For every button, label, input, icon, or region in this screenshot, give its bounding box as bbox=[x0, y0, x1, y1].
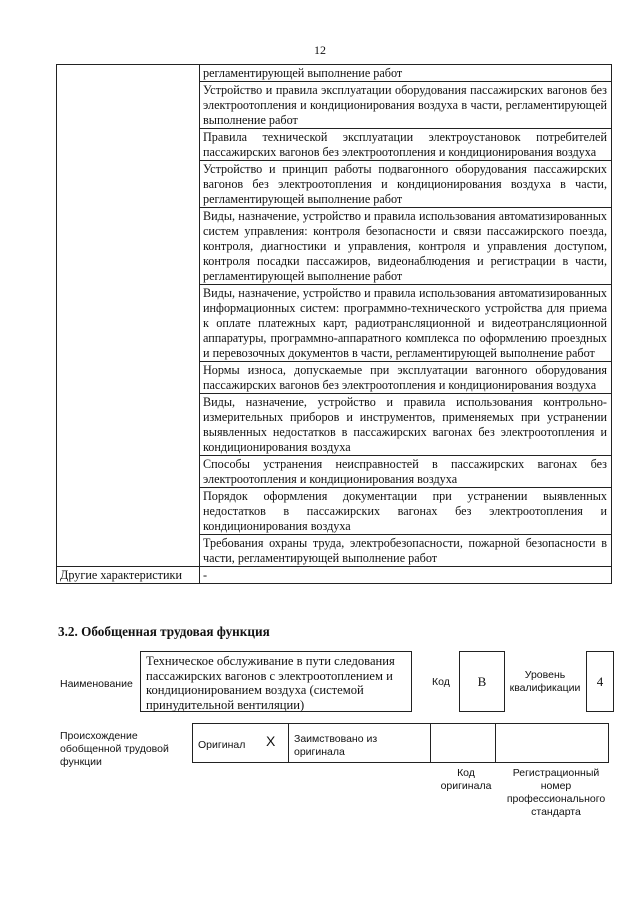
page-number: 12 bbox=[314, 43, 326, 57]
knowledge-item: Виды, назначение, устройство и правила использования автоматизированных систем управления: контроля безопасности и связи пассажирского поезда, контроля, диагностики и управления, контроля и управления доступом, контроля посадки пассажиров, видеонаблюдения и регистрации в части, регламентирующей выполнение работ bbox=[200, 208, 612, 285]
qualification-level-value: 4 bbox=[586, 651, 614, 712]
borrowed-label: Заимствовано из оригинала bbox=[288, 723, 431, 763]
code-value: B bbox=[459, 651, 505, 712]
original-code-cell bbox=[430, 723, 496, 763]
original-code-caption: Код оригинала bbox=[440, 767, 492, 792]
knowledge-item: Требования охраны труда, электробезопасности, пожарной безопасности в части, регламентирующей выполнение работ bbox=[200, 535, 612, 567]
knowledge-item: регламентирующей выполнение работ bbox=[200, 65, 612, 82]
knowledge-label-cell bbox=[57, 65, 200, 567]
knowledge-row bbox=[57, 65, 612, 82]
name-label: Наименование bbox=[60, 678, 133, 690]
knowledge-item: Способы устранения неисправностей в пассажирских вагонах без электроотопления и кондиционирования воздуха bbox=[200, 456, 612, 488]
knowledge-item: Нормы износа, допускаемые при эксплуатации вагонного оборудования пассажирских вагонов без электроотопления и кондиционирования воздуха bbox=[200, 362, 612, 394]
knowledge-item: Правила технической эксплуатации электроустановок потребителей пассажирских вагонов без электроотопления и кондиционирования воздуха bbox=[200, 129, 612, 161]
original-label: Оригинал bbox=[198, 739, 246, 751]
knowledge-item: Устройство и принцип работы подвагонного оборудования пассажирских вагонов без электроотопления и кондиционирования воздуха в части, регламентирующей выполнение работ bbox=[200, 161, 612, 208]
registration-number-caption: Регистрационный номер профессионального стандарта bbox=[506, 767, 606, 818]
original-cell bbox=[192, 723, 289, 763]
knowledge-item: Порядок оформления документации при устранении выявленных недостатков в пассажирских вагонах без электроотопления и кондиционирования воздуха bbox=[200, 488, 612, 535]
qualification-level-label: Уровень квалификации bbox=[509, 669, 581, 694]
knowledge-item: Виды, назначение, устройство и правила использования контрольно-измерительных приборов и инструментов, применяемых при устранении выявленных недостатков в пассажирских вагонах без электроотопления и кондиционирования воздуха bbox=[200, 394, 612, 456]
code-label: Код bbox=[432, 676, 450, 688]
origin-row bbox=[193, 723, 609, 763]
origin-label: Происхождение обобщенной трудовой функции bbox=[60, 730, 169, 768]
knowledge-item: Виды, назначение, устройство и правила использования автоматизированных информационных систем: программно-технического устройства для приема к оплате платежных карт, радиотрансляционной и видеотрансляционной аппаратуры, программно-аппаратного комплекса по оформлению проездных и перевозочных документов в части, регламентирующей выполнение работ bbox=[200, 285, 612, 362]
other-characteristics-row bbox=[57, 567, 612, 584]
knowledge-item: Устройство и правила эксплуатации оборудования пассажирских вагонов без электроотопления и кондиционирования воздуха в части, регламентирующей выполнение работ bbox=[200, 82, 612, 129]
registration-number-cell bbox=[495, 723, 609, 763]
function-name-value: Техническое обслуживание в пути следования пассажирских вагонов с электроотоплением и кондиционированием воздуха (системой принудительной вентиляции) bbox=[140, 651, 412, 712]
other-characteristics-value: - bbox=[200, 567, 612, 584]
original-mark: X bbox=[266, 733, 276, 749]
section-title: 3.2. Обобщенная трудовая функция bbox=[58, 624, 270, 639]
other-characteristics-label: Другие характеристики bbox=[57, 567, 200, 584]
knowledge-table bbox=[56, 64, 612, 584]
